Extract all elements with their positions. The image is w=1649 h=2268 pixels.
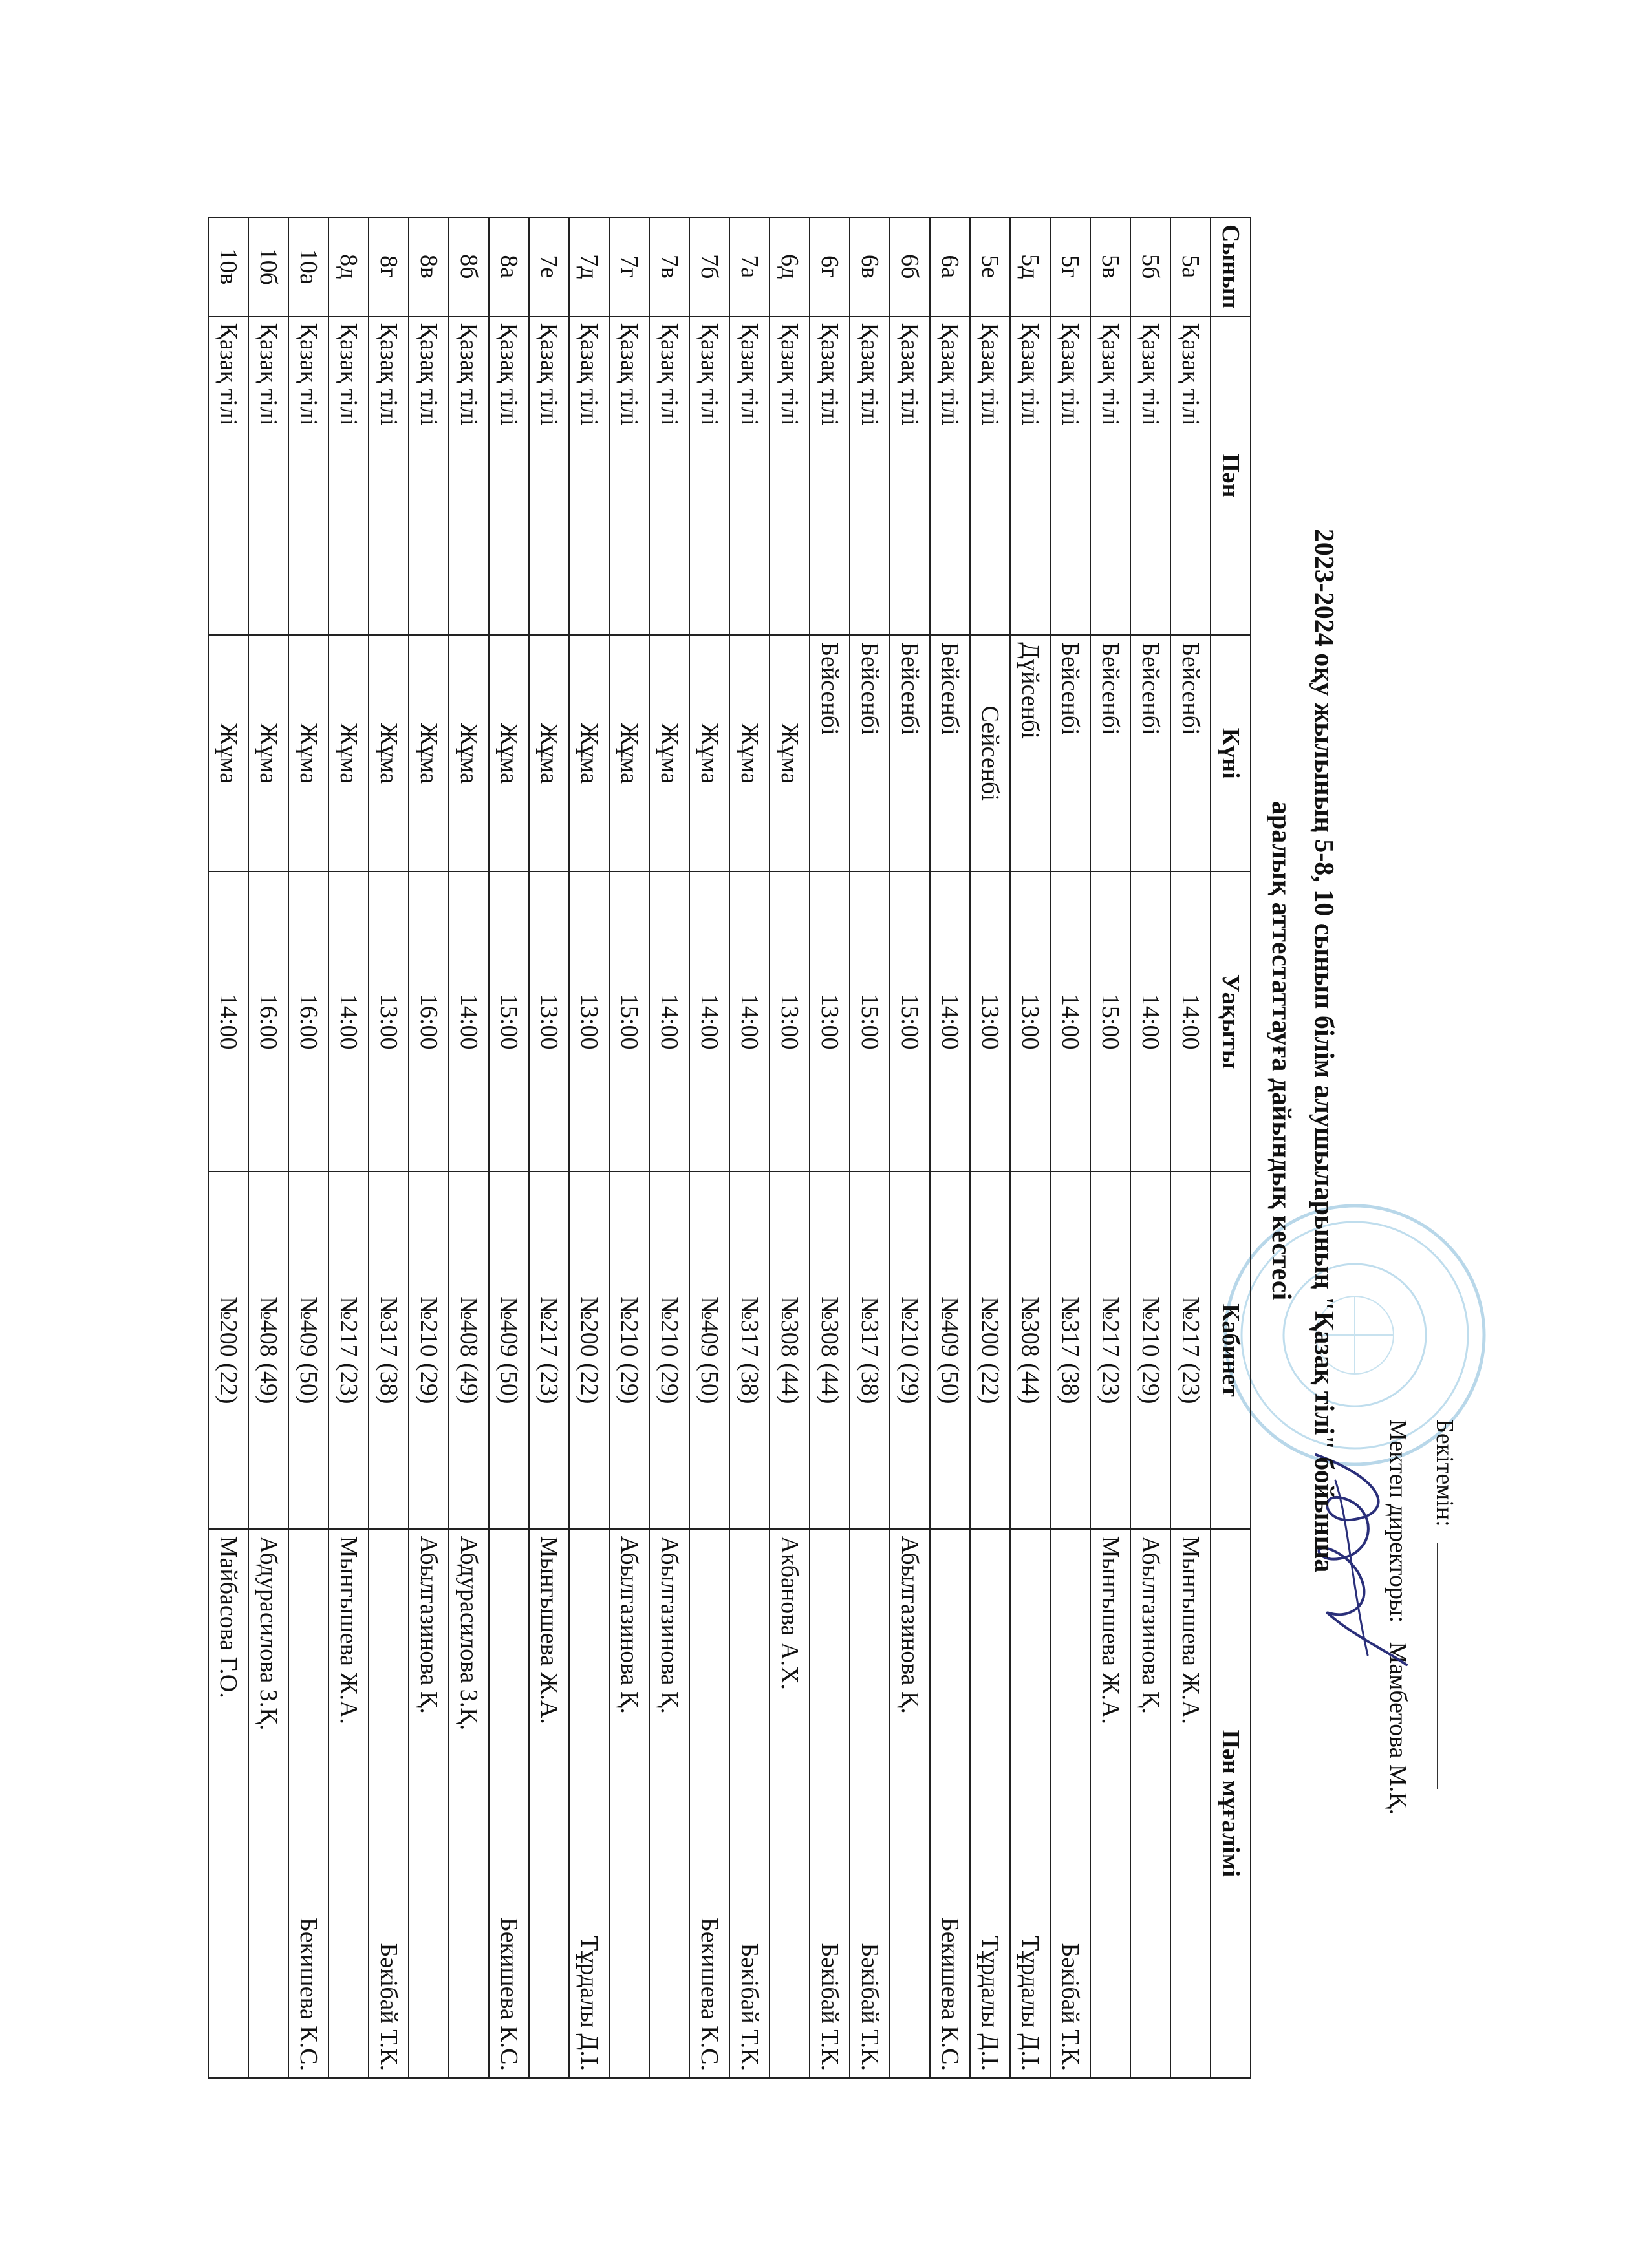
cell-room: №210 (29) bbox=[649, 1171, 689, 1529]
title-line-2: аралық аттестаттауға дайындық кестесі bbox=[1266, 800, 1296, 1301]
cell-day: Жұма bbox=[409, 635, 449, 872]
cell-class: 7д bbox=[569, 217, 609, 316]
cell-teacher: Абылгазинова Қ. bbox=[609, 1529, 649, 2078]
cell-day: Бейсенбі bbox=[810, 635, 850, 872]
approval-line bbox=[1421, 1419, 1468, 1815]
signature-line bbox=[1437, 1543, 1438, 1789]
table-row bbox=[1010, 217, 1050, 2078]
cell-subject: Қазақ тілі bbox=[1090, 316, 1130, 636]
cell-time: 14:00 bbox=[449, 872, 489, 1171]
cell-subject: Қазақ тілі bbox=[649, 316, 689, 636]
cell-subject: Қазақ тілі bbox=[1170, 316, 1211, 636]
header-room: Кабинет bbox=[1211, 1171, 1251, 1529]
cell-time: 13:00 bbox=[529, 872, 569, 1171]
cell-teacher: Абылгазинова Қ. bbox=[1130, 1529, 1170, 2078]
table-row bbox=[329, 217, 369, 2078]
cell-subject: Қазақ тілі bbox=[970, 316, 1010, 636]
cell-subject: Қазақ тілі bbox=[449, 316, 489, 636]
cell-teacher: Бәкібай Т.К. bbox=[810, 1529, 850, 2078]
table-body bbox=[208, 217, 1211, 2078]
cell-class: 6г bbox=[810, 217, 850, 316]
approved-label: Бекітемін: bbox=[1431, 1419, 1458, 1527]
cell-subject: Қазақ тілі bbox=[810, 316, 850, 636]
cell-time: 13:00 bbox=[569, 872, 609, 1171]
cell-subject: Қазақ тілі bbox=[409, 316, 449, 636]
cell-day: Бейсенбі bbox=[1130, 635, 1170, 872]
cell-room: №408 (49) bbox=[248, 1171, 288, 1529]
cell-time: 16:00 bbox=[409, 872, 449, 1171]
cell-class: 7а bbox=[729, 217, 770, 316]
cell-teacher: Майбасова Г.О. bbox=[208, 1529, 248, 2078]
cell-day: Жұма bbox=[770, 635, 810, 872]
cell-subject: Қазақ тілі bbox=[689, 316, 729, 636]
table-row bbox=[970, 217, 1010, 2078]
cell-day: Жұма bbox=[689, 635, 729, 872]
cell-class: 10в bbox=[208, 217, 248, 316]
header-time: Уақыты bbox=[1211, 872, 1251, 1171]
cell-class: 8б bbox=[449, 217, 489, 316]
table-row bbox=[609, 217, 649, 2078]
cell-teacher: Абылгазинова Қ. bbox=[890, 1529, 930, 2078]
cell-day: Жұма bbox=[529, 635, 569, 872]
cell-time: 14:00 bbox=[329, 872, 369, 1171]
cell-time: 14:00 bbox=[729, 872, 770, 1171]
cell-subject: Қазақ тілі bbox=[930, 316, 970, 636]
table-row bbox=[1050, 217, 1090, 2078]
cell-room: №317 (38) bbox=[729, 1171, 770, 1529]
cell-class: 7г bbox=[609, 217, 649, 316]
cell-room: №217 (23) bbox=[529, 1171, 569, 1529]
cell-room: №308 (44) bbox=[770, 1171, 810, 1529]
cell-teacher: Абдурасилова З.Қ. bbox=[248, 1529, 288, 2078]
director-name: Мамбетова М.Қ. bbox=[1385, 1642, 1412, 1815]
cell-teacher: Абылгазинова Қ. bbox=[409, 1529, 449, 2078]
cell-teacher: Мынгышева Ж.А. bbox=[1170, 1529, 1211, 2078]
cell-time: 14:00 bbox=[1170, 872, 1211, 1171]
cell-day: Бейсенбі bbox=[850, 635, 890, 872]
cell-room: №200 (22) bbox=[970, 1171, 1010, 1529]
cell-class: 7е bbox=[529, 217, 569, 316]
cell-subject: Қазақ тілі bbox=[569, 316, 609, 636]
cell-subject: Қазақ тілі bbox=[369, 316, 409, 636]
header-teacher: Пән мұғалімі bbox=[1211, 1529, 1251, 2078]
cell-class: 5д bbox=[1010, 217, 1050, 316]
cell-subject: Қазақ тілі bbox=[529, 316, 569, 636]
cell-subject: Қазақ тілі bbox=[890, 316, 930, 636]
cell-room: №409 (50) bbox=[689, 1171, 729, 1529]
cell-room: №308 (44) bbox=[1010, 1171, 1050, 1529]
cell-day: Жұма bbox=[369, 635, 409, 872]
cell-subject: Қазақ тілі bbox=[489, 316, 529, 636]
title-line-1: 2023-2024 оқу жылының 5-8, 10 сынып білім алушыларының "Қазақ тілі" бойынша bbox=[1309, 528, 1339, 1573]
cell-day: Сейсенбі bbox=[970, 635, 1010, 872]
cell-teacher: Тұрдалы Д.І. bbox=[970, 1529, 1010, 2078]
cell-class: 8а bbox=[489, 217, 529, 316]
cell-subject: Қазақ тілі bbox=[1130, 316, 1170, 636]
header-class: Сынып bbox=[1211, 217, 1251, 316]
cell-class: 8г bbox=[369, 217, 409, 316]
cell-class: 6д bbox=[770, 217, 810, 316]
document-title bbox=[1260, 210, 1345, 1891]
cell-subject: Қазақ тілі bbox=[208, 316, 248, 636]
cell-time: 13:00 bbox=[970, 872, 1010, 1171]
cell-class: 5г bbox=[1050, 217, 1090, 316]
table-row bbox=[890, 217, 930, 2078]
table-row bbox=[409, 217, 449, 2078]
cell-room: №217 (23) bbox=[329, 1171, 369, 1529]
cell-teacher: Тұрдалы Д.І. bbox=[569, 1529, 609, 2078]
cell-teacher: Абылгазинова Қ. bbox=[649, 1529, 689, 2078]
cell-time: 14:00 bbox=[649, 872, 689, 1171]
cell-room: №210 (29) bbox=[409, 1171, 449, 1529]
cell-day: Жұма bbox=[208, 635, 248, 872]
table-row bbox=[248, 217, 288, 2078]
cell-time: 16:00 bbox=[248, 872, 288, 1171]
cell-room: №217 (23) bbox=[1170, 1171, 1211, 1529]
cell-class: 8д bbox=[329, 217, 369, 316]
cell-teacher: Тұрдалы Д.І. bbox=[1010, 1529, 1050, 2078]
table-row bbox=[649, 217, 689, 2078]
cell-day: Жұма bbox=[729, 635, 770, 872]
table-row bbox=[729, 217, 770, 2078]
cell-teacher: Мынгышева Ж.А. bbox=[1090, 1529, 1130, 2078]
cell-class: 6в bbox=[850, 217, 890, 316]
cell-room: №210 (29) bbox=[609, 1171, 649, 1529]
cell-subject: Қазақ тілі bbox=[329, 316, 369, 636]
cell-day: Жұма bbox=[329, 635, 369, 872]
cell-day: Бейсенбі bbox=[930, 635, 970, 872]
cell-room: №409 (50) bbox=[930, 1171, 970, 1529]
cell-day: Жұма bbox=[609, 635, 649, 872]
cell-time: 15:00 bbox=[489, 872, 529, 1171]
table-row bbox=[1130, 217, 1170, 2078]
table-row bbox=[369, 217, 409, 2078]
cell-class: 5е bbox=[970, 217, 1010, 316]
cell-subject: Қазақ тілі bbox=[1050, 316, 1090, 636]
cell-room: №308 (44) bbox=[810, 1171, 850, 1529]
cell-teacher: Бекишева К.С. bbox=[930, 1529, 970, 2078]
cell-day: Бейсенбі bbox=[1090, 635, 1130, 872]
cell-time: 14:00 bbox=[208, 872, 248, 1171]
table-row bbox=[489, 217, 529, 2078]
cell-teacher: Мынгышева Ж.А. bbox=[529, 1529, 569, 2078]
cell-room: №409 (50) bbox=[288, 1171, 329, 1529]
cell-class: 10а bbox=[288, 217, 329, 316]
table-row bbox=[1090, 217, 1130, 2078]
cell-day: Жұма bbox=[248, 635, 288, 872]
cell-class: 7в bbox=[649, 217, 689, 316]
cell-teacher: Бекишева К.С. bbox=[689, 1529, 729, 2078]
cell-day: Жұма bbox=[449, 635, 489, 872]
cell-room: №200 (22) bbox=[208, 1171, 248, 1529]
cell-teacher: Бәкібай Т.К. bbox=[850, 1529, 890, 2078]
cell-day: Жұма bbox=[489, 635, 529, 872]
cell-time: 14:00 bbox=[689, 872, 729, 1171]
cell-day: Бейсенбі bbox=[890, 635, 930, 872]
table-row bbox=[689, 217, 729, 2078]
cell-teacher: Мынгышева Ж.А. bbox=[329, 1529, 369, 2078]
cell-subject: Қазақ тілі bbox=[609, 316, 649, 636]
table-row bbox=[449, 217, 489, 2078]
header-day: Күні bbox=[1211, 635, 1251, 872]
cell-class: 8в bbox=[409, 217, 449, 316]
cell-day: Жұма bbox=[288, 635, 329, 872]
cell-subject: Қазақ тілі bbox=[248, 316, 288, 636]
cell-subject: Қазақ тілі bbox=[770, 316, 810, 636]
cell-time: 15:00 bbox=[609, 872, 649, 1171]
cell-day: Бейсенбі bbox=[1050, 635, 1090, 872]
cell-room: №317 (38) bbox=[1050, 1171, 1090, 1529]
cell-time: 16:00 bbox=[288, 872, 329, 1171]
cell-time: 15:00 bbox=[890, 872, 930, 1171]
cell-teacher: Бекишева К.С. bbox=[288, 1529, 329, 2078]
table-row bbox=[810, 217, 850, 2078]
cell-room: №217 (23) bbox=[1090, 1171, 1130, 1529]
cell-time: 13:00 bbox=[810, 872, 850, 1171]
cell-day: Жұма bbox=[649, 635, 689, 872]
cell-room: №317 (38) bbox=[369, 1171, 409, 1529]
cell-time: 14:00 bbox=[930, 872, 970, 1171]
cell-day: Дүйсенбі bbox=[1010, 635, 1050, 872]
cell-time: 15:00 bbox=[850, 872, 890, 1171]
schedule-table bbox=[208, 217, 1251, 2079]
table-row bbox=[1170, 217, 1211, 2078]
cell-subject: Қазақ тілі bbox=[288, 316, 329, 636]
cell-class: 7б bbox=[689, 217, 729, 316]
table-row bbox=[529, 217, 569, 2078]
cell-time: 14:00 bbox=[1130, 872, 1170, 1171]
table-row bbox=[569, 217, 609, 2078]
cell-teacher: Бекишева К.С. bbox=[489, 1529, 529, 2078]
cell-room: №210 (29) bbox=[890, 1171, 930, 1529]
cell-time: 15:00 bbox=[1090, 872, 1130, 1171]
table-row bbox=[850, 217, 890, 2078]
director-label: Мектеп директоры: bbox=[1385, 1419, 1412, 1623]
cell-class: 5в bbox=[1090, 217, 1130, 316]
cell-time: 13:00 bbox=[770, 872, 810, 1171]
cell-subject: Қазақ тілі bbox=[1010, 316, 1050, 636]
table-header-row bbox=[1211, 217, 1251, 2078]
cell-time: 13:00 bbox=[369, 872, 409, 1171]
cell-day: Бейсенбі bbox=[1170, 635, 1211, 872]
cell-subject: Қазақ тілі bbox=[729, 316, 770, 636]
cell-teacher: Акбанова А.Х. bbox=[770, 1529, 810, 2078]
table-row bbox=[208, 217, 248, 2078]
cell-teacher: Бәкібай Т.К. bbox=[369, 1529, 409, 2078]
cell-class: 5а bbox=[1170, 217, 1211, 316]
cell-time: 14:00 bbox=[1050, 872, 1090, 1171]
cell-class: 6а bbox=[930, 217, 970, 316]
cell-room: №200 (22) bbox=[569, 1171, 609, 1529]
cell-teacher: Абдурасилова З.Қ. bbox=[449, 1529, 489, 2078]
cell-room: №408 (49) bbox=[449, 1171, 489, 1529]
cell-room: №409 (50) bbox=[489, 1171, 529, 1529]
header-subject: Пән bbox=[1211, 316, 1251, 636]
cell-teacher: Бәкібай Т.К. bbox=[1050, 1529, 1090, 2078]
cell-time: 13:00 bbox=[1010, 872, 1050, 1171]
cell-teacher: Бәкібай Т.К. bbox=[729, 1529, 770, 2078]
cell-day: Жұма bbox=[569, 635, 609, 872]
table-row bbox=[930, 217, 970, 2078]
cell-class: 10б bbox=[248, 217, 288, 316]
document-page bbox=[136, 210, 1507, 2150]
cell-class: 6б bbox=[890, 217, 930, 316]
cell-subject: Қазақ тілі bbox=[850, 316, 890, 636]
table-row bbox=[288, 217, 329, 2078]
cell-room: №317 (38) bbox=[850, 1171, 890, 1529]
cell-room: №210 (29) bbox=[1130, 1171, 1170, 1529]
table-row bbox=[770, 217, 810, 2078]
cell-class: 5б bbox=[1130, 217, 1170, 316]
